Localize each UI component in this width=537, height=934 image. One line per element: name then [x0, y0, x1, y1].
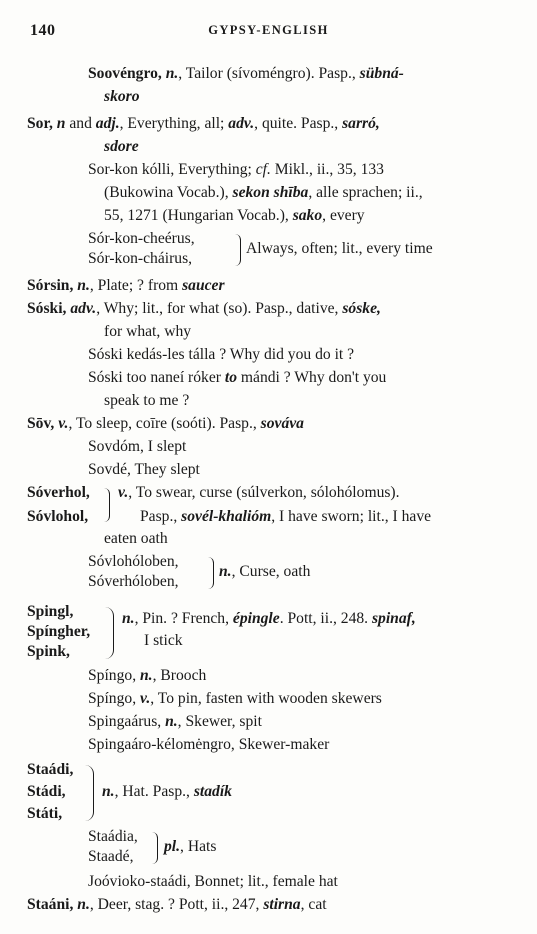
example-soski-1: Sóski kedás-les tálla ? Why did you do it ? [88, 346, 355, 363]
gloss-pin-1: n., Pin. ? French, épingle. Pott, ii., 248. spinaf, [122, 610, 416, 627]
entry-sor-kon-line-2: (Bukowina Vocab.), sekon shība, alle sprachen; ii., [104, 184, 423, 201]
headword-sor-kon-chairus: Sór-kon-cháirus, [88, 250, 193, 267]
brace [105, 607, 114, 659]
gloss-always: Always, often; lit., every time [246, 240, 433, 257]
entry-staani: Staáni, n., Deer, stag. ? Pott, ii., 247, stirna, cat [27, 896, 327, 913]
headword-staadi: Staádi, [27, 761, 74, 778]
running-title: GYPSY-ENGLISH [208, 23, 329, 37]
entry-spingo-verb: Spíngo, v., To pin, fasten with wooden skewers [88, 690, 382, 707]
headword-soverhóloben: Sóverhóloben, [88, 573, 179, 590]
entry-sor-line-2: sdore [104, 138, 139, 155]
headword-staade: Staadé, [88, 848, 134, 865]
entry-sovde: Sovdé, They slept [88, 461, 200, 478]
entry-soski-line-1: Sóski, adv., Why; lit., for what (so). Pasp., dative, sóske, [27, 300, 381, 317]
headword-sor-kon-cheerus: Sór-kon-cheérus, [88, 230, 195, 247]
brace [104, 488, 110, 522]
headword-spingl: Spingl, [27, 603, 74, 620]
entry-sor-kon-line-1: Sor-kon kólli, Everything; cf. Mikl., ii., 35, 133 [88, 161, 384, 178]
entry-soski-line-2: for what, why [104, 323, 192, 340]
entry-spingaaro-kelomengro: Spingaáro-kélomėngro, Skewer-maker [88, 736, 330, 753]
brace [152, 832, 158, 864]
entry-spingo-brooch: Spíngo, n., Brooch [88, 667, 207, 684]
gloss-hat: n., Hat. Pasp., stadík [102, 783, 232, 800]
entry-sovdom: Sovdóm, I slept [88, 438, 187, 455]
entry-soovengro-line-2: skoro [104, 88, 140, 105]
brace [235, 234, 241, 266]
headword-spink: Spink, [27, 643, 70, 660]
headword-sovlohóloben: Sóvlohóloben, [88, 553, 179, 570]
headword-soverhol: Sóverhol, [27, 484, 90, 501]
headword-staadia: Staádia, [88, 828, 138, 845]
page-number: 140 [30, 22, 56, 39]
brace [85, 765, 94, 821]
gloss-pin-2: I stick [144, 632, 183, 649]
entry-sor-kon-line-3: 55, 1271 (Hungarian Vocab.), sako, every [104, 207, 365, 224]
headword-stadi: Stádi, [27, 783, 66, 800]
gloss-swear-1: v., To swear, curse (súlverkon, sólohólomus). [118, 484, 400, 501]
entry-sorsin: Sórsin, n., Plate; ? from saucer [27, 277, 225, 294]
gloss-swear-3: eaten oath [104, 530, 168, 547]
example-soski-2: Sóski too naneí róker to mándi ? Why don't you [88, 369, 387, 386]
gloss-curse: n., Curse, oath [219, 563, 311, 580]
gloss-hats: pl., Hats [164, 838, 217, 855]
entry-soovengro-line-1: Soovéngro, n., Tailor (sívoméngro). Pasp., sübná- [88, 65, 404, 82]
entry-joovioko-staadi: Joóvioko-staádi, Bonnet; lit., female hat [88, 873, 338, 890]
running-header [0, 22, 537, 44]
brace [208, 557, 214, 589]
headword-spingher: Spíngher, [27, 623, 91, 640]
gloss-swear-2: Pasp., sovél-khalióm, I have sworn; lit., I have [140, 508, 432, 525]
headword-stati: Státi, [27, 805, 63, 822]
entry-sov: Sōv, v., To sleep, coīre (soóti). Pasp., sováva [27, 415, 304, 432]
entry-sor-line-1: Sor, n and adj., Everything, all; adv., quite. Pasp., sarró, [27, 115, 380, 132]
example-soski-2-cont: speak to me ? [104, 392, 190, 409]
headword-sovlohol: Sóvlohol, [27, 508, 89, 525]
entry-spingaarus: Spingaárus, n., Skewer, spit [88, 713, 262, 730]
